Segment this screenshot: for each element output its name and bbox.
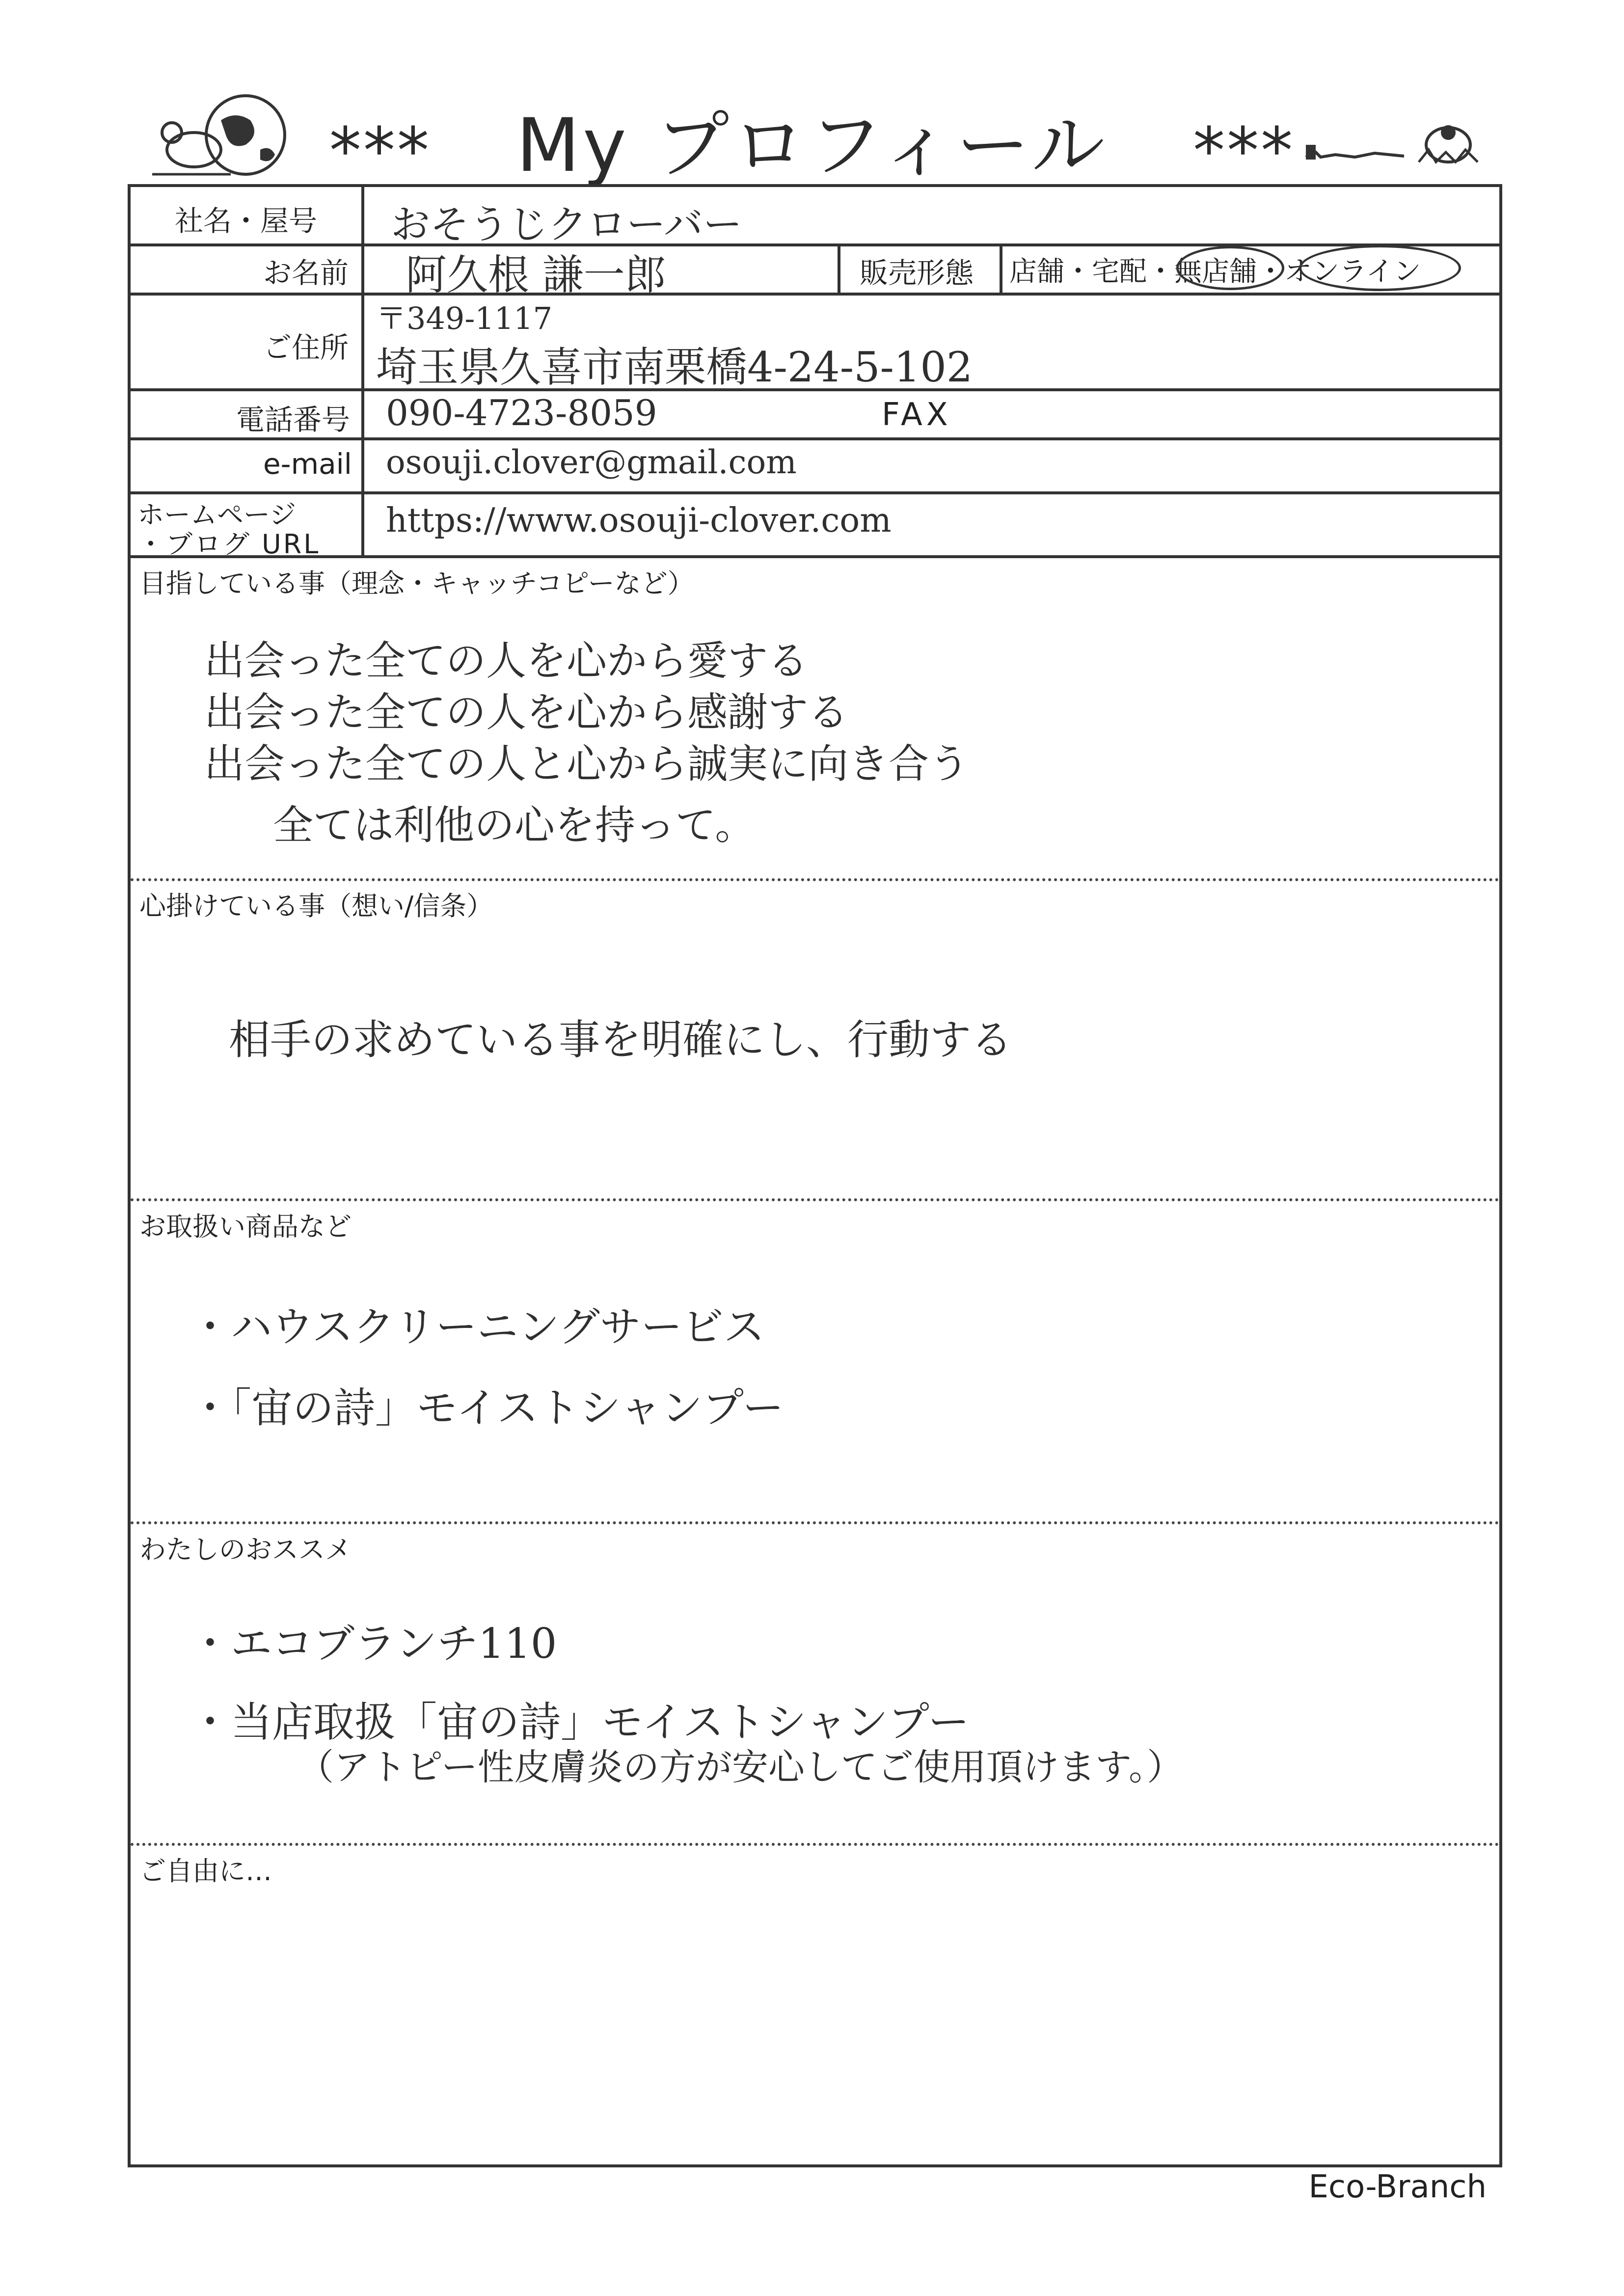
homepage-value: https://www.osouji-clover.com [386,501,892,540]
goals-line-4: 全ては利他の心を持って。 [273,802,756,849]
recommend-line-3: （アトピー性皮膚炎の方が安心してご使用頂けます。） [298,1746,1184,1788]
mindset-label: 心掛けている事（想い/信条） [139,891,493,921]
products-line-2: ・「宙の詩」モイストシャンプー [189,1384,784,1432]
footer-brand: Eco-Branch [1308,2169,1487,2205]
phone-label: 電話番号 [236,403,351,436]
name-label: お名前 [263,256,349,290]
email-value: osouji.clover@gmail.com [386,443,797,481]
name-value: 阿久根 謙一郎 [406,251,666,299]
mindset-line-1: 相手の求めている事を明確にし、行動する [229,1016,1013,1064]
phone-value: 090-4723-8059 [386,392,657,433]
goals-line-1: 出会った全ての人を心から愛する [204,638,809,684]
address-value: 埼玉県久喜市南栗橋4-24-5-102 [376,343,973,391]
goals-line-2: 出会った全ての人を心から感謝する [204,689,849,736]
address-label: ご住所 [263,331,349,364]
free-label: ご自由に… [139,1856,272,1887]
page-title [0,86,1624,192]
homepage-label-line2: ・ブログ URL [137,529,321,560]
products-label: お取扱い商品など [139,1211,352,1242]
address-zip: 〒349-1117 [376,300,553,336]
recommend-line-2: ・当店取扱「宙の詩」モイストシャンプー [189,1698,970,1746]
sales-form-options: 店舗・宅配・無店舗・オンライン [1009,256,1421,288]
title-main: My プロフィール [516,103,1108,189]
company-value: おそうじクローバー [391,202,742,247]
homepage-label-line1: ホームページ [137,499,296,530]
products-line-1: ・ハウスクリーニングサービス [189,1303,765,1351]
goals-line-3: 出会った全ての人と心から誠実に向き合う [204,741,970,787]
circle-mark-mutenpo [1176,246,1284,290]
profile-form [128,184,1502,2167]
email-label: e-mail [263,447,352,481]
fax-label: FAX [882,397,952,433]
sales-form-label: 販売形態 [860,256,974,290]
company-label: 社名・屋号 [175,204,318,238]
recommend-line-1: ・エコブランチ110 [189,1620,557,1668]
circle-mark-online [1299,245,1461,291]
title-stars-right: *** [1193,113,1295,188]
goals-label: 目指している事（理念・キャッチコピーなど） [139,568,694,599]
title-stars-left: *** [329,113,431,188]
recommend-label: わたしのおススメ [139,1534,352,1565]
